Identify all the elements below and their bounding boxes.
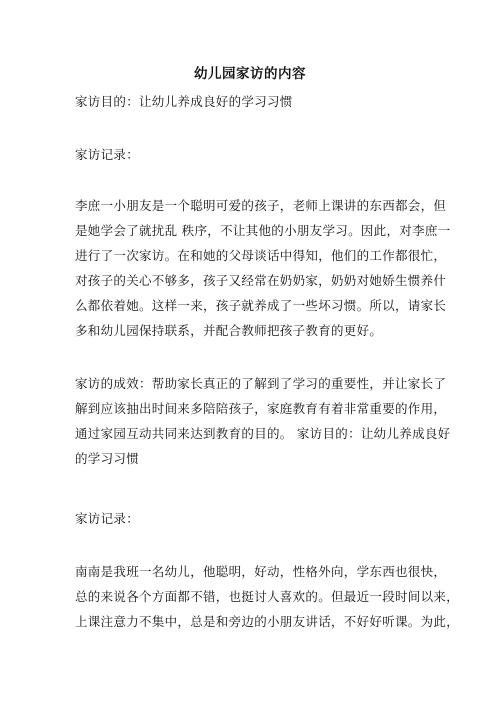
paragraph-line: 上课注意力不集中，总是和旁边的小朋友讲话，不好好听课。为此，	[75, 614, 460, 629]
paragraph-line: 多和幼儿园保持联系，并配合教师把孩子教育的更好。	[75, 323, 383, 338]
paragraph-line: 的学习习惯	[75, 451, 140, 466]
paragraph-line: 总的来说各个方面都不错，也挺讨人喜欢的。但最近一段时间以来，	[75, 589, 460, 604]
paragraph-line: 家访记录：	[75, 511, 140, 526]
paragraph-line: 是她学会了就扰乱 秩序，不让其他的小朋友学习。因此，对李庶一	[75, 223, 451, 238]
paragraph-line: 南南是我班一名幼儿，他聪明，好动，性格外向，学东西也很快，	[75, 564, 447, 579]
paragraph-line: 进行了一次家访。在和她的父母谈话中得知，他们的工作都很忙，	[75, 248, 447, 263]
paragraph-line: 家访记录：	[75, 147, 140, 162]
paragraph-line: 李庶一小朋友是一个聪明可爱的孩子，老师上课讲的东西都会，但	[75, 198, 447, 213]
paragraph-line: 家访的成效：帮助家长真正的了解到了学习的重要性，并让家长了	[75, 376, 447, 391]
paragraph-line: 家访目的：让幼儿养成良好的学习习惯	[75, 94, 293, 109]
document-title: 幼儿园家访的内容	[194, 66, 306, 82]
paragraph-line: 么都依着她。这样一来，孩子就养成了一些坏习惯。所以，请家长	[75, 298, 447, 313]
paragraph-line: 对孩子的关心不够多，孩子又经常在奶奶家，奶奶对她娇生惯养什	[75, 273, 447, 288]
paragraph-line: 解到应该抽出时间来多陪陪孩子，家庭教育有着非常重要的作用，	[75, 401, 447, 416]
paragraph-line: 通过家园互动共同来达到教育的目的。 家访目的：让幼儿养成良好	[75, 426, 451, 441]
